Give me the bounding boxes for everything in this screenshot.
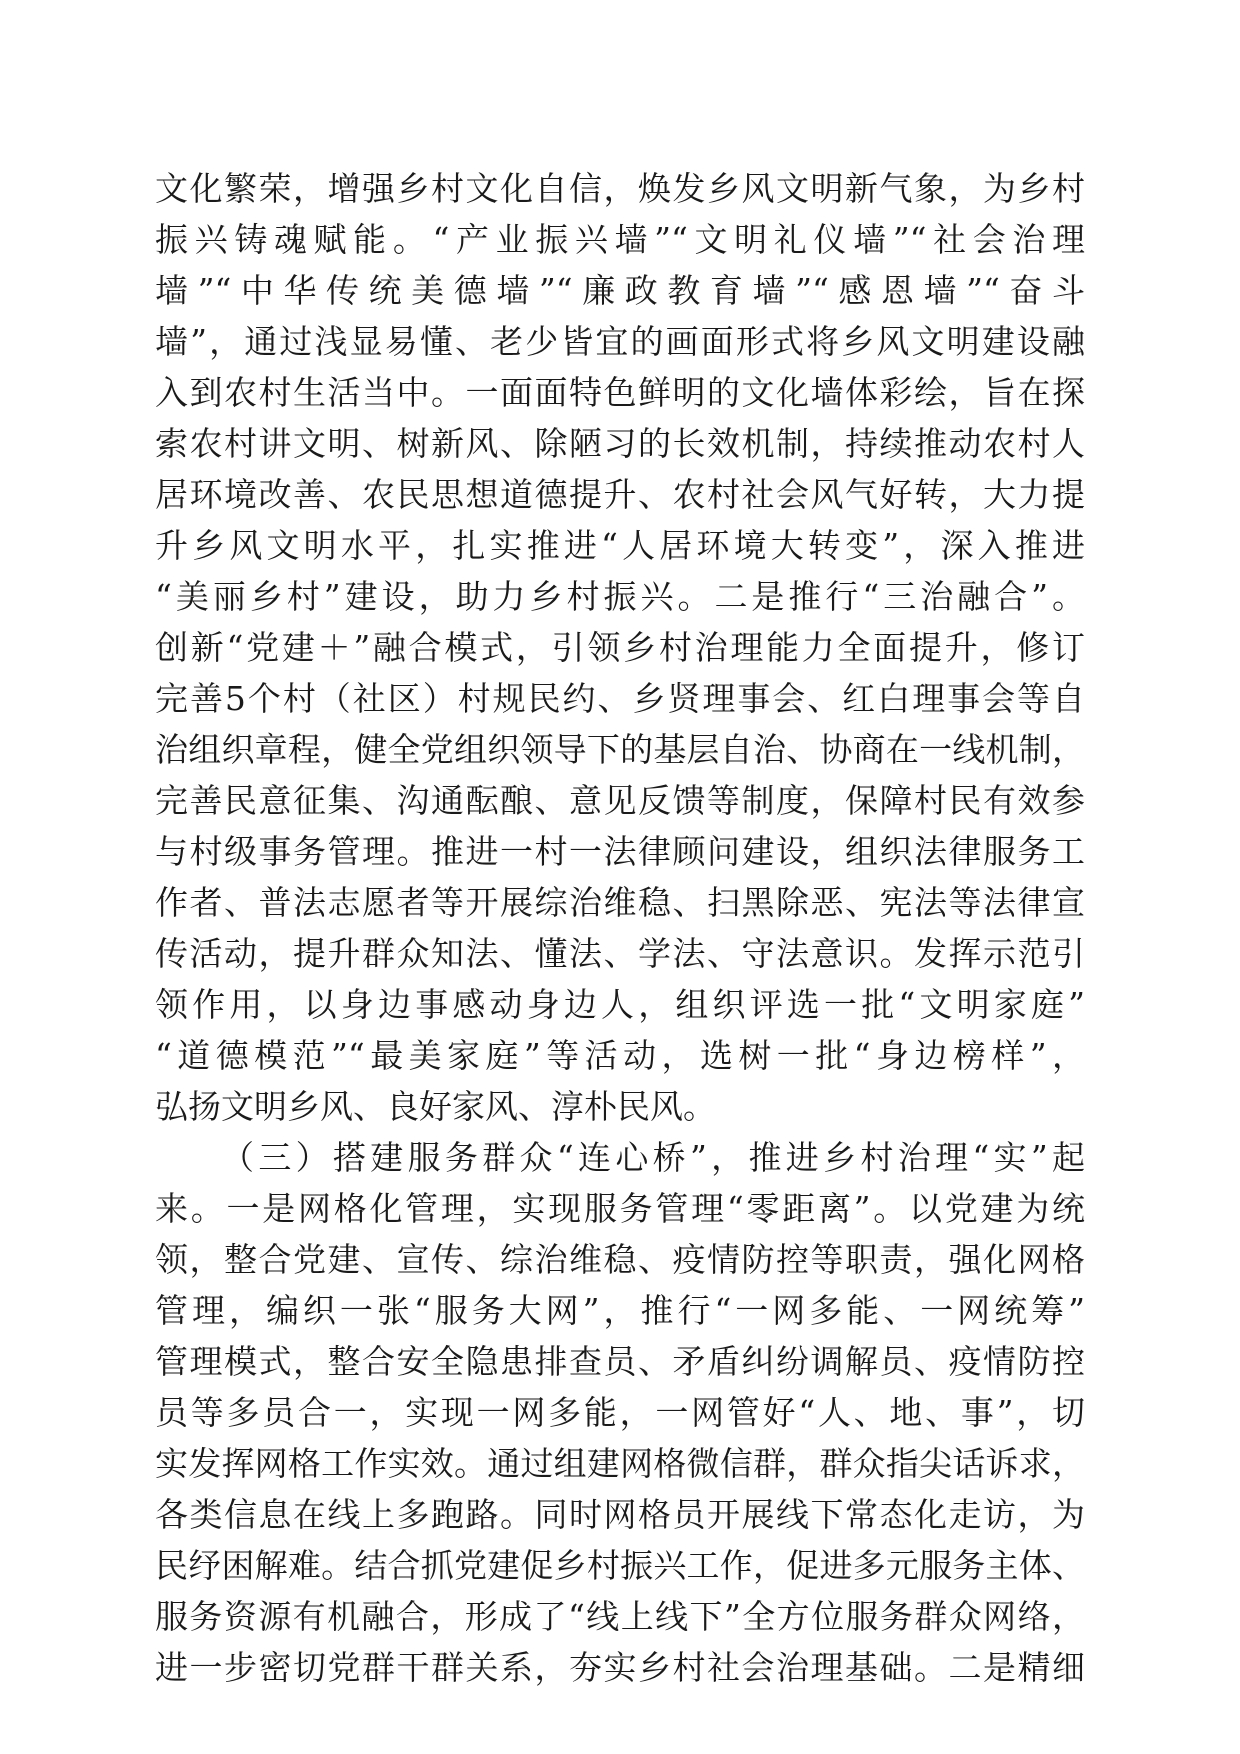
section-heading-line: （三）搭建服务群众“连心桥”，推进乡村治理“实”起 [221, 1138, 1085, 1177]
text-line: “美丽乡村”建设，助力乡村振兴。二是推行“三治融合”。 [155, 577, 1085, 616]
text-line: 治组织章程，健全党组织领导下的基层自治、协商在一线机制， [155, 730, 1085, 769]
text-line: 传活动，提升群众知法、懂法、学法、守法意识。发挥示范引 [155, 934, 1085, 973]
text-line: 管理模式，整合安全隐患排查员、矛盾纠纷调解员、疫情防控 [155, 1342, 1085, 1381]
text-line: 民纾困解难。结合抓党建促乡村振兴工作，促进多元服务主体、 [155, 1546, 1085, 1585]
text-line: 领作用，以身边事感动身边人，组织评选一批“文明家庭” [155, 985, 1085, 1024]
text-line: 进一步密切党群干群关系，夯实乡村社会治理基础。二是精细 [155, 1648, 1085, 1687]
text-line: 各类信息在线上多跑路。同时网格员开展线下常态化走访，为 [155, 1495, 1085, 1534]
text-line: 作者、普法志愿者等开展综治维稳、扫黑除恶、宪法等法律宣 [155, 883, 1085, 922]
text-line: 居环境改善、农民思想道德提升、农村社会风气好转，大力提 [155, 475, 1085, 514]
text-line: 创新“党建＋”融合模式，引领乡村治理能力全面提升，修订 [155, 628, 1085, 667]
text-line: 管理，编织一张“服务大网”，推行“一网多能、一网统筹” [155, 1291, 1085, 1330]
text-line: 完善民意征集、沟通酝酿、意见反馈等制度，保障村民有效参 [155, 781, 1085, 820]
text-line: 墙”，通过浅显易懂、老少皆宜的画面形式将乡风文明建设融 [155, 322, 1085, 361]
text-line: 入到农村生活当中。一面面特色鲜明的文化墙体彩绘，旨在探 [155, 373, 1085, 412]
text-line: 升乡风文明水平，扎实推进“人居环境大转变”，深入推进 [155, 526, 1085, 565]
text-line: 完善5个村（社区）村规民约、乡贤理事会、红白理事会等自 [155, 679, 1085, 718]
text-line: 与村级事务管理。推进一村一法律顾问建设，组织法律服务工 [155, 832, 1085, 871]
text-line: 文化繁荣，增强乡村文化自信，焕发乡风文明新气象，为乡村 [155, 169, 1085, 208]
text-line: 领，整合党建、宣传、综治维稳、疫情防控等职责，强化网格 [155, 1240, 1085, 1279]
text-line: 振兴铸魂赋能。“产业振兴墙”“文明礼仪墙”“社会治理 [155, 220, 1085, 259]
text-line: “道德模范”“最美家庭”等活动，选树一批“身边榜样”， [155, 1036, 1085, 1075]
text-line: 索农村讲文明、树新风、除陋习的长效机制，持续推动农村人 [155, 424, 1085, 463]
text-line: 实发挥网格工作实效。通过组建网格微信群，群众指尖话诉求， [155, 1444, 1085, 1483]
text-line: 墙”“中华传统美德墙”“廉政教育墙”“感恩墙”“奋斗 [155, 271, 1085, 310]
text-line: 来。一是网格化管理，实现服务管理“零距离”。以党建为统 [155, 1189, 1085, 1228]
text-line: 服务资源有机融合，形成了“线上线下”全方位服务群众网络， [155, 1597, 1085, 1636]
text-line: 弘扬文明乡风、良好家风、淳朴民风。 [155, 1087, 716, 1126]
text-line: 员等多员合一，实现一网多能，一网管好“人、地、事”，切 [155, 1393, 1085, 1432]
